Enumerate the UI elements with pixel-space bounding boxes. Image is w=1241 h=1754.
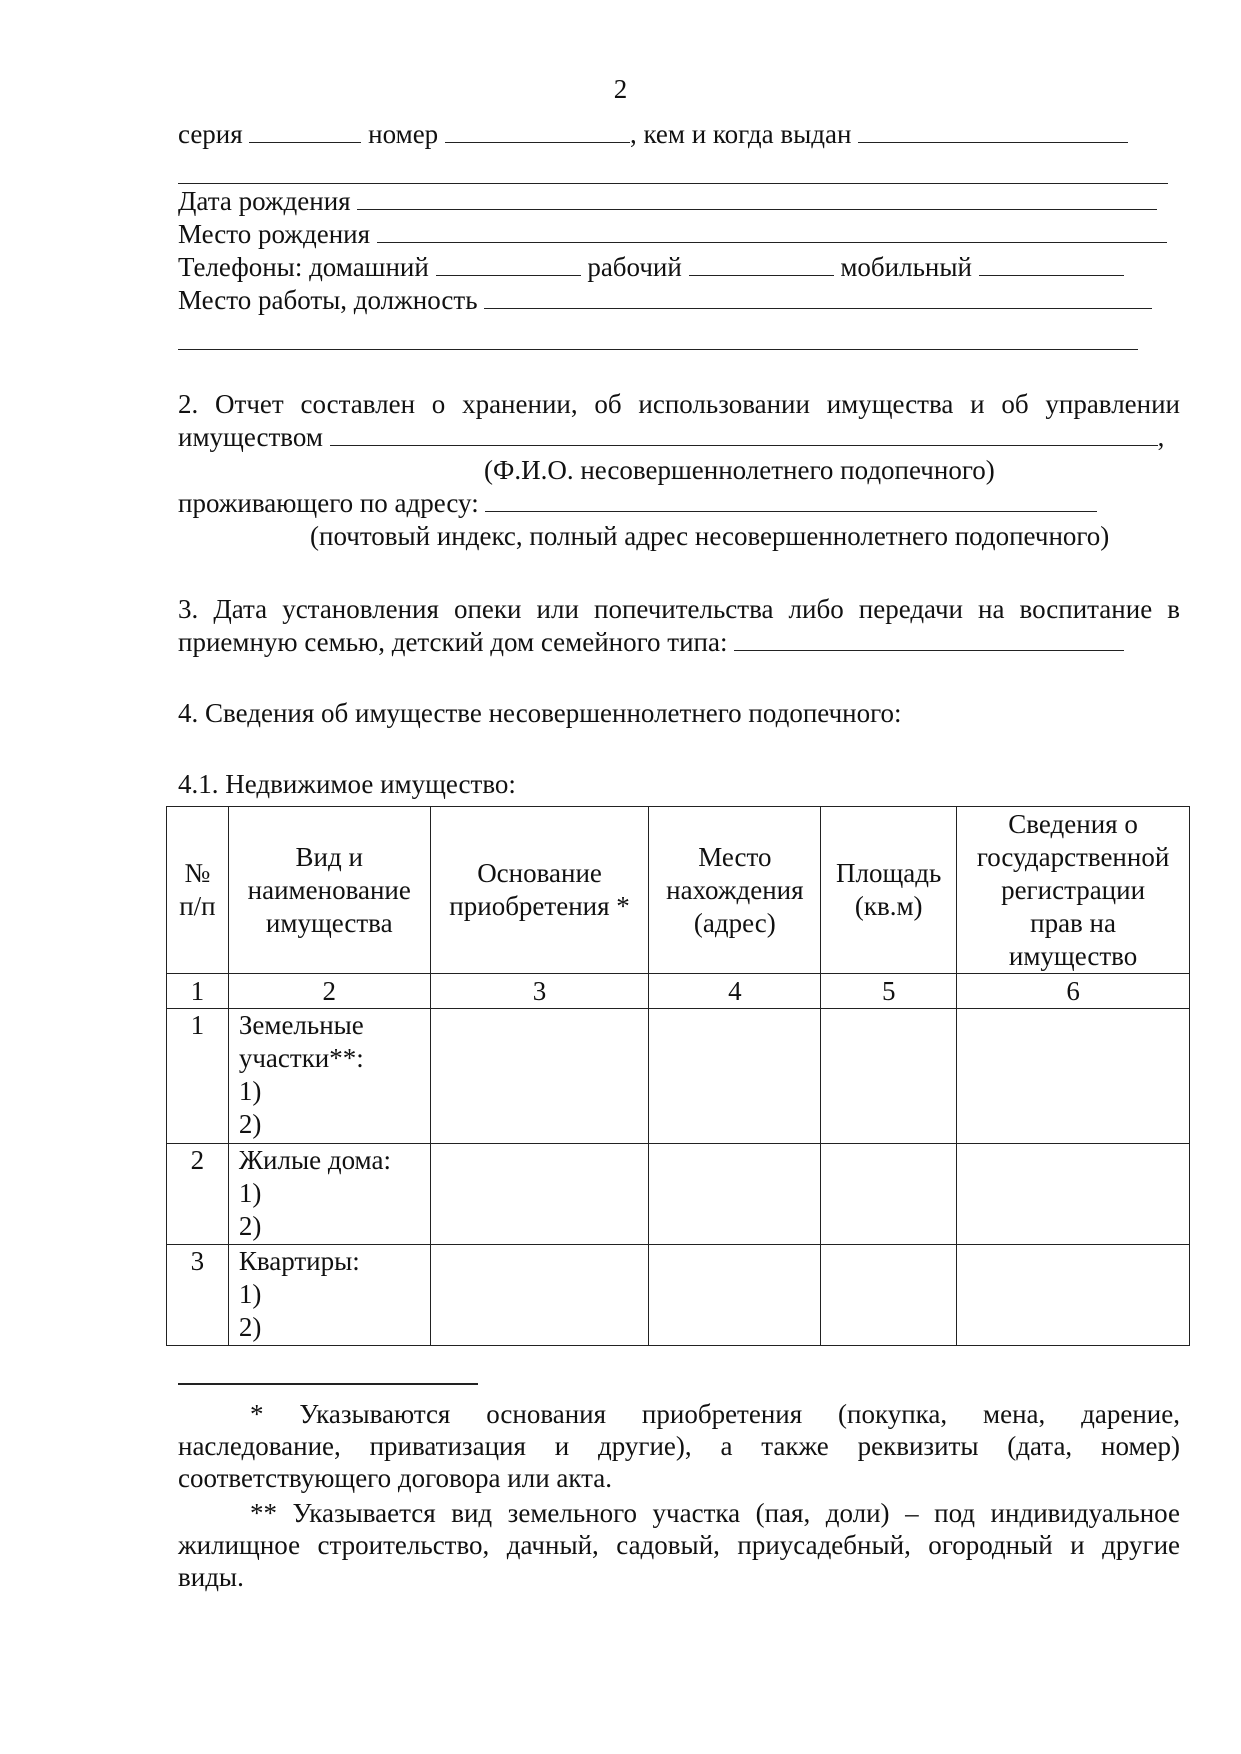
issued-continuation-field[interactable] [178,183,1168,184]
area-cell[interactable] [821,1144,957,1245]
work-label: Место работы, должность [178,285,478,315]
section2-line2 [178,421,1164,453]
registration-cell[interactable] [957,1009,1190,1144]
header-cell-registration: Сведения о государственной регистрации прав на имущество [957,807,1190,974]
number-label: номер [368,119,439,149]
ward-name-field[interactable] [330,423,1158,446]
work-line [178,284,1152,316]
row-number: 2 [167,1144,229,1245]
work-phone-field[interactable] [689,253,834,276]
row-name: Жилые дома: 1) 2) [228,1144,430,1245]
real-estate-table [166,806,1190,1346]
header-cell-basis: Основание приобретения * [430,807,649,974]
work-field[interactable] [484,286,1152,309]
comma: , [1157,422,1165,452]
basis-cell[interactable] [430,1144,649,1245]
work-continuation-field[interactable] [178,349,1138,350]
column-number: 5 [821,974,957,1009]
row-number: 3 [167,1245,229,1346]
section3-line2 [178,626,1124,658]
column-number: 2 [228,974,430,1009]
basis-cell[interactable] [430,1245,649,1346]
birth-place-label: Место рождения [178,219,371,249]
column-number-row [167,974,1190,1009]
series-label: серия [178,119,243,149]
footnote-separator [178,1383,478,1385]
section3-line1: 3. Дата установления опеки или попечительства либо передачи на воспитание в [178,594,1180,624]
area-cell[interactable] [821,1245,957,1346]
issued-field[interactable] [858,120,1128,143]
address-caption: (почтовый индекс, полный адрес несовершеннолетнего подопечного) [310,521,1110,551]
mobile-phone-field[interactable] [979,253,1124,276]
section4-title: 4. Сведения об имуществе несовершеннолетнего подопечного: [178,698,902,728]
table-row [167,1009,1190,1144]
series-field[interactable] [249,120,361,143]
registration-cell[interactable] [957,1245,1190,1346]
footnote-2: ** Указывается вид земельного участка (пая, доли) – под индивидуальное жилищное строительство, дачный, садовый, приусадебный, огородный и другие виды. [178,1498,1180,1592]
registration-cell[interactable] [957,1144,1190,1245]
home-phone-field[interactable] [436,253,581,276]
address-field[interactable] [485,489,1097,512]
phones-line [178,251,1124,283]
table-header-row [167,807,1190,974]
birth-date-line [178,185,1157,217]
passport-line [178,118,1128,150]
column-number: 3 [430,974,649,1009]
location-cell[interactable] [649,1009,821,1144]
header-cell-type: Вид и наименование имущества [228,807,430,974]
location-cell[interactable] [649,1144,821,1245]
home-phone-label: Телефоны: домашний [178,252,429,282]
row-name: Земельные участки**: 1) 2) [228,1009,430,1144]
footnote-1: * Указываются основания приобретения (покупка, мена, дарение, наследование, приватизация и другие), а также реквизиты (дата, номер) соответствующего договора или акта. [178,1399,1180,1493]
column-number: 4 [649,974,821,1009]
header-cell-area: Площадь (кв.м) [821,807,957,974]
column-number: 6 [957,974,1190,1009]
mobile-phone-label: мобильный [840,252,972,282]
table-row [167,1144,1190,1245]
basis-cell[interactable] [430,1009,649,1144]
birth-place-field[interactable] [377,220,1167,243]
birth-place-line [178,218,1167,250]
address-label: проживающего по адресу: [178,488,479,518]
page-number: 2 [613,74,628,104]
ward-name-caption: (Ф.И.О. несовершеннолетнего подопечного) [484,455,995,485]
header-cell-location: Место нахождения (адрес) [649,807,821,974]
area-cell[interactable] [821,1009,957,1144]
table-row [167,1245,1190,1346]
issued-label: , кем и когда выдан [629,119,852,149]
property-label: имуществом [178,422,323,452]
number-field[interactable] [445,120,630,143]
guardianship-date-field[interactable] [734,628,1124,651]
guardianship-date-label: приемную семью, детский дом семейного типа: [178,627,728,657]
row-name: Квартиры: 1) 2) [228,1245,430,1346]
column-number: 1 [167,974,229,1009]
birth-date-field[interactable] [357,187,1157,210]
address-line [178,487,1097,519]
birth-date-label: Дата рождения [178,186,351,216]
location-cell[interactable] [649,1245,821,1346]
header-cell-number: № п/п [167,807,229,974]
section4-1-subtitle: 4.1. Недвижимое имущество: [178,769,516,799]
section2-line1: 2. Отчет составлен о хранении, об использовании имущества и об управлении [178,389,1180,419]
work-phone-label: рабочий [587,252,682,282]
row-number: 1 [167,1009,229,1144]
